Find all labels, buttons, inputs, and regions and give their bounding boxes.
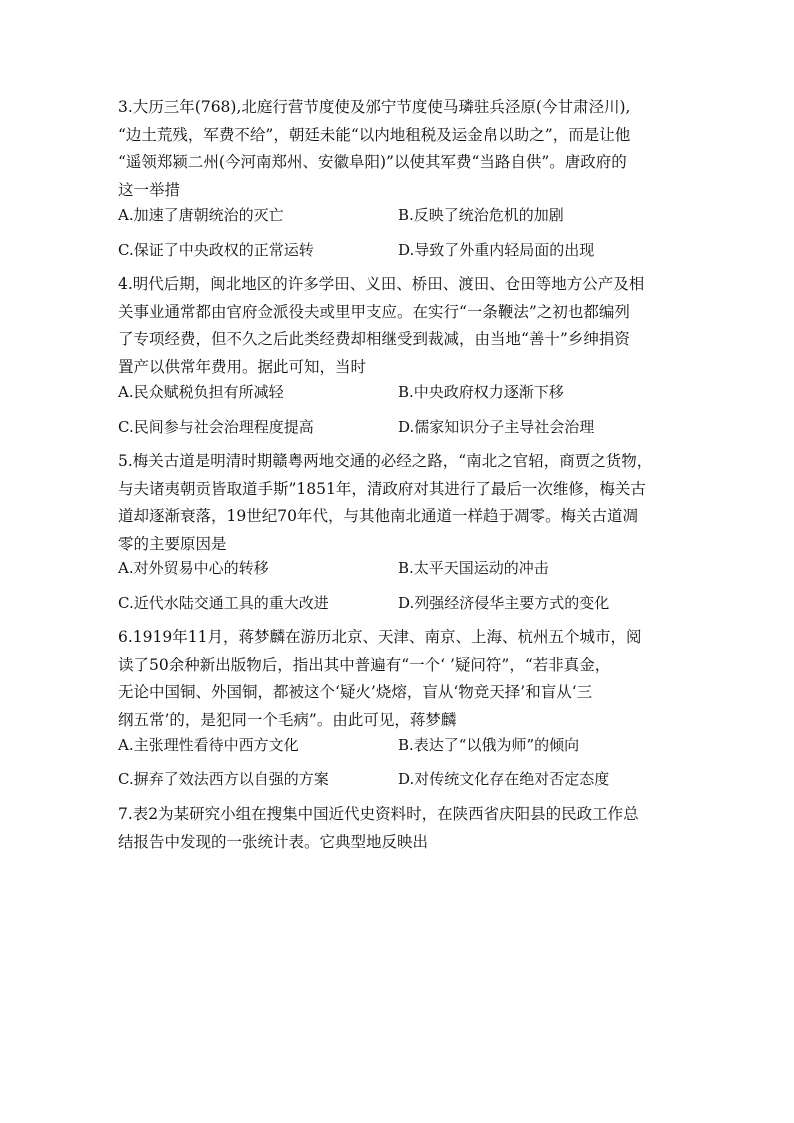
question-7-line-1: 7.表2为某研究小组在搜集中国近代史资料时，在陕西省庆阳县的民政工作总: [118, 805, 639, 823]
question-6-option-a: A.主张理性看待中西方文化: [118, 736, 299, 754]
question-4-line-3: 了专项经费，但不久之后此类经费却相继受到裁减，由当地“善十”乡绅捐资: [118, 330, 630, 348]
question-4-line-2: 关事业通常都由官府佥派役夫或里甲支应。在实行“一条鞭法”之初也都编列: [118, 302, 630, 321]
question-5-option-d: D.列强经济侵华主要方式的变化: [398, 594, 610, 612]
question-3-line-1: 3.大历三年(768),北庭行营节度使及邠宁节度使马璘驻兵泾原(今甘肃泾川),: [118, 98, 631, 116]
question-3-option-c: C.保证了中央政权的正常运转: [118, 241, 314, 259]
question-4-stem: [118, 271, 678, 381]
question-3-line-4: 这一举措: [118, 180, 181, 199]
question-7-line-2: 结报告中发现的一张统计表。它典型地反映出: [118, 832, 429, 851]
question-4-line-1: 4.明代后期，闽北地区的许多学田、义田、桥田、渡田、仓田等地方公产及相: [118, 275, 645, 293]
question-5-line-1: 5.梅关古道是明清时期赣粤两地交通的必经之路，“南北之官轺，商贾之货物，: [118, 452, 653, 470]
question-5-line-4: 零的主要原因是: [118, 534, 227, 553]
question-4-option-a: A.民众赋税负担有所减轻: [118, 383, 284, 401]
question-5-option-b: B.太平天国运动的冲击: [398, 559, 549, 577]
question-6-line-3: 无论中国铜、外国铜，都被这个‘疑火’烧熔，盲从‘物竞天择’和盲从‘三: [118, 683, 593, 701]
question-6-option-d: D.对传统文化存在绝对否定态度: [398, 770, 610, 788]
question-6-line-1: 6.1919年11月，蒋梦麟在游历北京、天津、南京、上海、杭州五个城市，阅: [118, 628, 642, 646]
question-4-option-c: C.民间参与社会治理程度提高: [118, 418, 314, 436]
question-3-stem: [118, 94, 678, 204]
question-3-line-2: “边土荒残，军费不给”，朝廷未能“以内地租税及运金帛以助之”，而是让他: [118, 125, 631, 144]
question-7-stem: [118, 801, 678, 856]
question-3-line-3: “遥领郑颍二州(今河南郑州、安徽阜阳)”以使其军费“当路自供”。唐政府的: [118, 153, 627, 171]
question-5-option-a: A.对外贸易中心的转移: [118, 559, 269, 577]
question-6-option-b: B.表达了“以俄为师”的倾向: [398, 736, 580, 754]
question-6-line-2: 读了50余种新出版物后，指出其中普遍有“一个‘ ’疑问符”，“若非真金，: [118, 655, 611, 674]
question-4-option-b: B.中央政府权力逐渐下移: [398, 383, 564, 401]
question-3-option-a: A.加速了唐朝统治的灭亡: [118, 206, 284, 224]
question-6-line-4: 纲五常’的，是犯同一个毛病”。由此可见，蒋梦麟: [118, 710, 457, 729]
question-4-line-4: 置产以供常年费用。据此可知，当时: [118, 357, 367, 376]
question-6-option-c: C.摒弃了效法西方以自强的方案: [118, 770, 329, 788]
question-6-stem: [118, 624, 678, 734]
question-3-option-b: B.反映了统治危机的加剧: [398, 206, 564, 224]
question-4-option-d: D.儒家知识分子主导社会治理: [398, 418, 595, 436]
question-5-line-2: 与夫诸夷朝贡皆取道手斯”1851年，清政府对其进行了最后一次维修，梅关古: [118, 479, 646, 498]
question-3-option-d: D.导致了外重内轻局面的出现: [398, 241, 595, 259]
question-5-line-3: 道却逐渐衰落，19世纪70年代，与其他南北通道一样趋于凋零。梅关古道凋: [118, 507, 638, 525]
question-5-stem: [118, 448, 678, 558]
question-5-option-c: C.近代水陆交通工具的重大改进: [118, 594, 329, 612]
